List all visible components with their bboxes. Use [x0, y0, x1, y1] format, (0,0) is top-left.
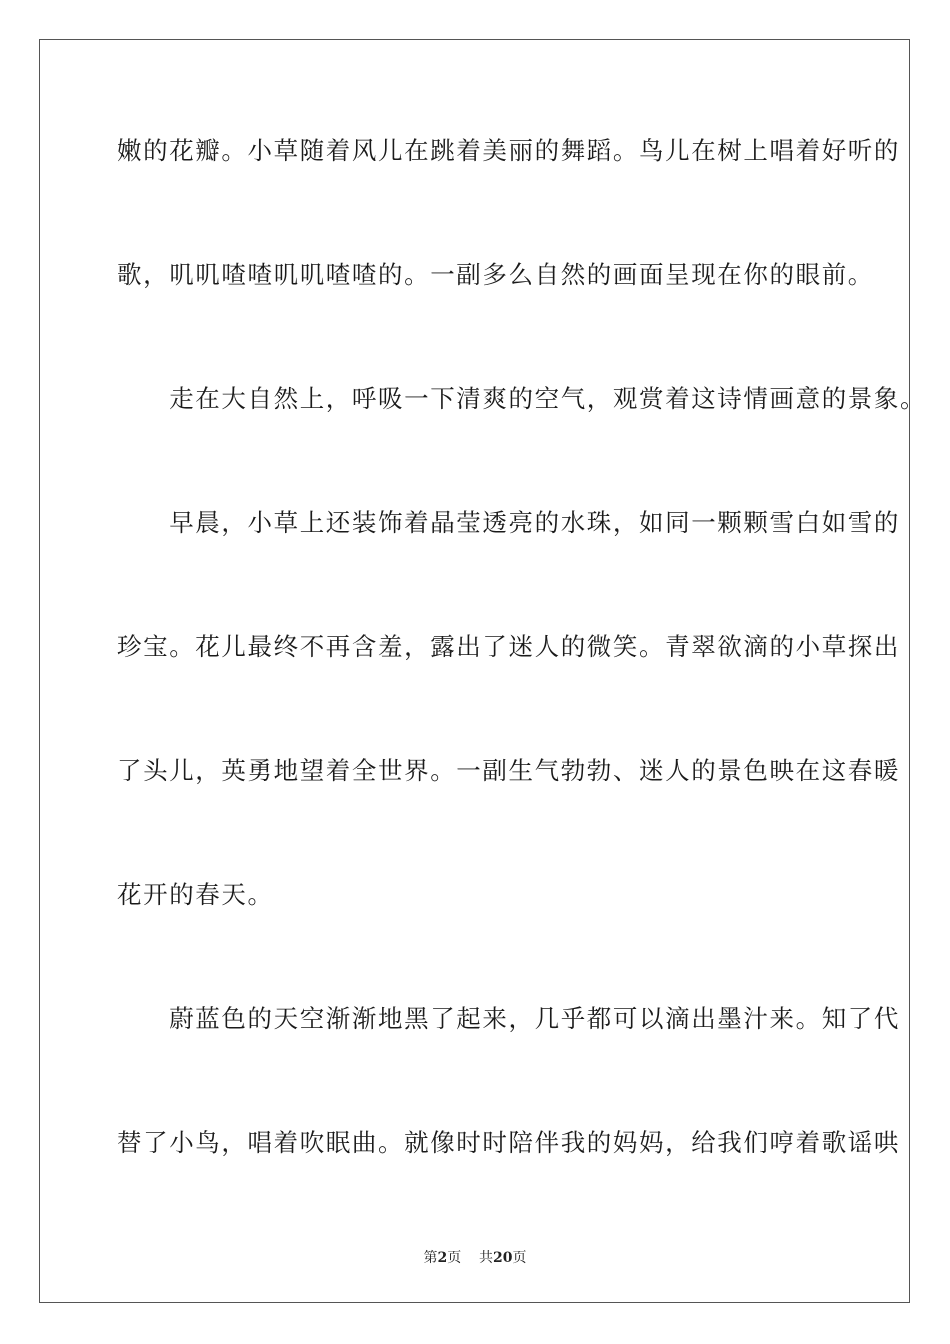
- total-page-number: 20: [493, 1250, 513, 1266]
- page-indicator: 第2页: [423, 1250, 462, 1266]
- paragraph-line: 走在大自然上，呼吸一下清爽的空气，观赏着这诗情画意的景象。: [117, 384, 927, 413]
- text-line: 替了小鸟，唱着吹眠曲。就像时时陪伴我的妈妈，给我们哼着歌谣哄: [117, 1128, 900, 1157]
- paragraph-line: 蔚蓝色的天空渐渐地黑了起来，几乎都可以滴出墨汁来。知了代: [117, 1004, 900, 1033]
- current-page-number: 2: [437, 1250, 448, 1266]
- paragraph-line: 早晨，小草上还装饰着晶莹透亮的水珠，如同一颗颗雪白如雪的: [117, 508, 900, 537]
- text-line: 歌，叽叽喳喳叽叽喳喳的。一副多么自然的画面呈现在你的眼前。: [117, 260, 874, 289]
- text-line: 珍宝。花儿最终不再含羞，露出了迷人的微笑。青翠欲滴的小草探出: [117, 632, 900, 661]
- page-footer: [0, 1247, 950, 1267]
- text-line: 嫩的花瓣。小草随着风儿在跳着美丽的舞蹈。鸟儿在树上唱着好听的: [117, 136, 900, 165]
- total-pages-indicator: 共20页: [479, 1250, 527, 1266]
- page-border: [39, 39, 927, 1303]
- text-line: 了头儿，英勇地望着全世界。一副生气勃勃、迷人的景色映在这春暖: [117, 756, 900, 785]
- text-line: 花开的春天。: [117, 880, 274, 909]
